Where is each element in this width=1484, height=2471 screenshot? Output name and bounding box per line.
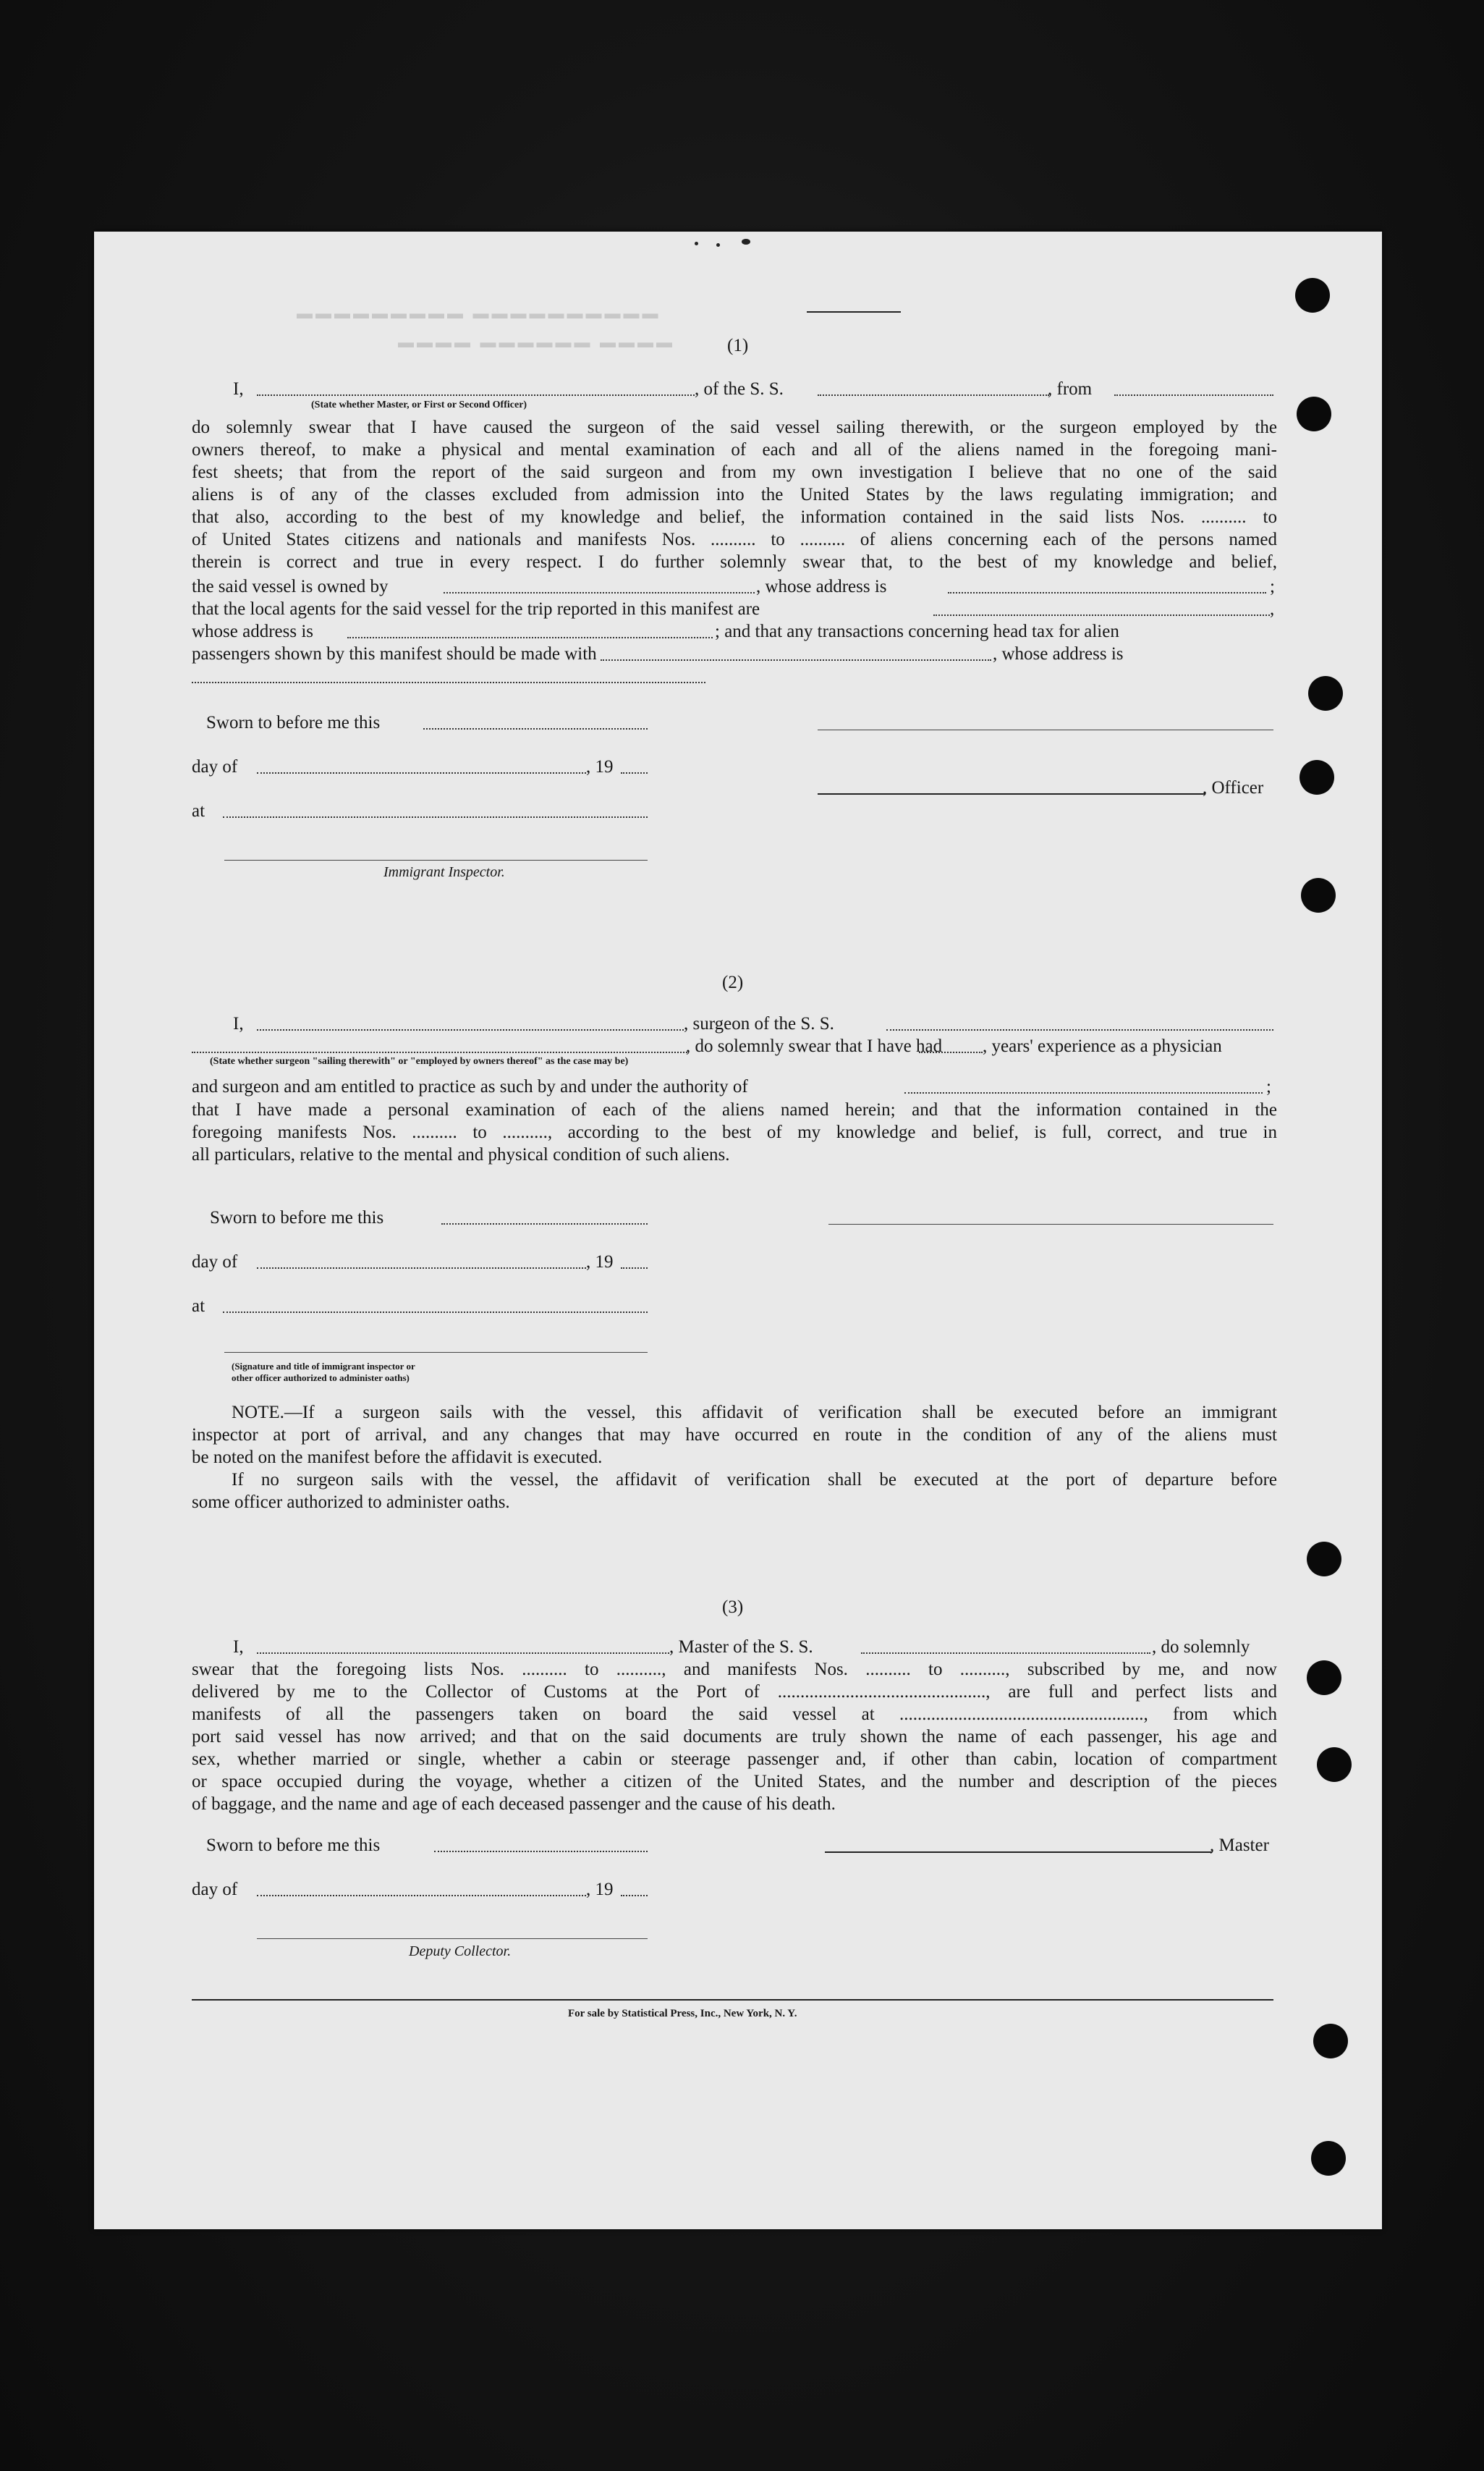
- section-1-sworn-field[interactable]: [423, 728, 648, 730]
- printer-credit: For sale by Statistical Press, Inc., New York, N. Y.: [568, 2008, 797, 2019]
- surgeon-name-field[interactable]: [257, 1029, 684, 1031]
- punch-hole: [1299, 760, 1334, 795]
- oath-line: sex, whether married or single, whether a cabin or steerage passenger and, if other than cabin, location of compartment: [192, 1749, 1277, 1769]
- section-3-vessel-field[interactable]: [861, 1652, 1150, 1654]
- punch-hole: [1313, 2024, 1348, 2058]
- semicolon: ;: [1266, 1077, 1271, 1097]
- officer-signature-line[interactable]: [818, 793, 1205, 795]
- punch-hole: [1301, 878, 1336, 913]
- master-signature-line[interactable]: [825, 1851, 1212, 1853]
- oath-line: port said vessel has now arrived; and that on the said documents are truly shown the name of each passenger, his age and: [192, 1727, 1277, 1746]
- oath-line: of baggage, and the name and age of each deceased passenger and the cause of his death.: [192, 1794, 836, 1814]
- section-2-sworn-field[interactable]: [441, 1223, 648, 1225]
- comma: ,: [1270, 599, 1275, 619]
- owner-address-field[interactable]: [948, 592, 1266, 594]
- oath-line: do solemnly swear that I have caused the surgeon of the said vessel sailing therewith, or the surgeon employed by the: [192, 418, 1277, 437]
- section-2-day-label: day of: [192, 1252, 238, 1272]
- signature-hint-line-2: other officer authorized to administer oaths): [232, 1372, 410, 1383]
- oath-line: swear that the foregoing lists Nos. .......... to .........., and manifests Nos. .......... to .........., subscribed by me, and now: [192, 1660, 1277, 1679]
- signature-hint-line-1: (Signature and title of immigrant inspector or: [232, 1361, 415, 1372]
- local-agents-label: that the local agents for the said vessel for the trip reported in this manifest are: [192, 599, 760, 619]
- ink-speck: [695, 242, 698, 245]
- punch-hole: [1317, 1747, 1352, 1782]
- section-1-officer-hint: (State whether Master, or First or Second Officer): [311, 400, 527, 410]
- passengers-shown-label: passengers shown by this manifest should be made with: [192, 644, 597, 664]
- oath-line: of United States citizens and nationals and manifests Nos. .......... to .......... of aliens concerning each of the persons named: [192, 530, 1277, 549]
- section-3-i: I,: [233, 1637, 244, 1657]
- section-3-year-field[interactable]: [621, 1895, 648, 1896]
- section-1-year-field[interactable]: [621, 772, 648, 774]
- section-1-sworn-label: Sworn to before me this: [206, 713, 381, 732]
- note-line: If no surgeon sails with the vessel, the affidavit of verification shall be executed at the port of departure before: [232, 1470, 1277, 1490]
- punch-hole: [1308, 676, 1343, 711]
- punch-hole: [1307, 1542, 1341, 1576]
- oath-line: foregoing manifests Nos. .......... to .........., according to the best of my knowledge and belief, is full, correct, and true in: [192, 1123, 1277, 1142]
- oath-line: that also, according to the best of my knowledge and belief, the information contained in the said lists Nos. .......... to: [192, 507, 1277, 527]
- section-2-i: I,: [233, 1014, 244, 1034]
- footer-rule: [192, 1999, 1273, 2001]
- deputy-signature-line[interactable]: [257, 1938, 648, 1939]
- local-agents-field[interactable]: [933, 614, 1270, 616]
- section-1-day-label: day of: [192, 757, 238, 777]
- ink-speck: [742, 239, 750, 245]
- punch-hole: [1295, 278, 1330, 313]
- section-2-note: [192, 1401, 1277, 1513]
- contact-address-field[interactable]: [192, 682, 705, 683]
- note-line: inspector at port of arrival, and any changes that may have occurred en route in the condition of any of the aliens must: [192, 1425, 1277, 1445]
- inspector-signature-line[interactable]: [224, 860, 648, 861]
- section-3-day-label: day of: [192, 1880, 238, 1899]
- section-1-oath-text: [192, 416, 1277, 573]
- years-label: , years' experience as a physician: [983, 1036, 1222, 1056]
- vessel-name-field[interactable]: [818, 394, 1049, 396]
- oath-line: delivered by me to the Collector of Customs at the Port of .............................................., are full and perfect lists and: [192, 1682, 1277, 1702]
- head-tax-text: ; and that any transactions concerning head tax for alien: [715, 622, 1119, 641]
- section-2-at-field[interactable]: [223, 1311, 648, 1313]
- punch-hole: [1307, 1660, 1341, 1695]
- section-3-sworn-field[interactable]: [434, 1851, 648, 1852]
- section-1-at-label: at: [192, 801, 205, 821]
- deputy-collector-label: Deputy Collector.: [409, 1943, 512, 1959]
- section-1-ss-label: , of the S. S.: [695, 379, 784, 399]
- section-2-sworn-label: Sworn to before me this: [210, 1208, 384, 1228]
- punch-hole: [1297, 397, 1331, 431]
- head-tax-contact-field[interactable]: [601, 659, 991, 661]
- agents-address-field[interactable]: [347, 637, 713, 638]
- oath-line: therein is correct and true in every respect. I do further solemnly swear that, to the best of my knowledge and belief,: [192, 552, 1277, 572]
- section-3-number: (3): [722, 1597, 744, 1617]
- inspector-label: Immigrant Inspector.: [383, 864, 505, 880]
- section-1-i: I,: [233, 379, 244, 399]
- section-2-at-label: at: [192, 1296, 205, 1316]
- semicolon: ;: [1270, 577, 1275, 596]
- section-2-number: (2): [722, 973, 744, 992]
- oath-line: manifests of all the passengers taken on board the said vessel at ......................................................, from which: [192, 1705, 1277, 1724]
- officer-name-field[interactable]: [257, 394, 695, 396]
- note-line: be noted on the manifest before the affidavit is executed.: [192, 1448, 603, 1467]
- section-3-day-field[interactable]: [257, 1895, 586, 1896]
- oath-line: all particulars, relative to the mental and physical condition of such aliens.: [192, 1145, 730, 1165]
- section-3-sworn-label: Sworn to before me this: [206, 1836, 381, 1855]
- punch-hole: [1311, 2141, 1346, 2176]
- section-2-vessel-field[interactable]: [886, 1029, 1273, 1031]
- ink-speck: [716, 243, 720, 247]
- section-3-year-label: , 19: [586, 1880, 614, 1899]
- section-1-at-field[interactable]: [223, 816, 648, 818]
- oath-line: owners thereof, to make a physical and mental examination of each and all of the aliens named in the foregoing mani-: [192, 440, 1277, 460]
- section-3-oath-text: [192, 1658, 1277, 1815]
- section-1-number: (1): [727, 336, 749, 355]
- master-of-label: , Master of the S. S.: [669, 1637, 813, 1657]
- section-2-year-field[interactable]: [621, 1267, 648, 1269]
- owner-field[interactable]: [444, 592, 755, 594]
- years-experience-field[interactable]: [919, 1052, 983, 1053]
- authority-field[interactable]: [904, 1092, 1263, 1094]
- surgeon-status-field[interactable]: [192, 1052, 687, 1053]
- authority-label: and surgeon and am entitled to practice as such by and under the authority of: [192, 1077, 748, 1097]
- header-rule: [807, 311, 901, 313]
- owner-address-label: , whose address is: [756, 577, 887, 596]
- officer-label: , Officer: [1203, 778, 1264, 798]
- owned-by-label: the said vessel is owned by: [192, 577, 389, 596]
- oath-line: or space occupied during the voyage, whether a citizen of the United States, and the number and description of the pieces: [192, 1772, 1277, 1791]
- master-name-field[interactable]: [257, 1652, 669, 1654]
- section-1-day-field[interactable]: [257, 772, 586, 774]
- bleed-through-text: ▬▬▬▬▬▬▬▬▬ ▬▬▬▬▬▬▬▬▬▬: [297, 304, 661, 322]
- bleed-through-text: ▬▬▬▬ ▬▬▬▬▬▬ ▬▬▬▬: [398, 333, 675, 351]
- oath-line: that I have made a personal examination of each of the aliens named herein; and that the information contained in the: [192, 1100, 1277, 1120]
- oath-line: aliens is of any of the classes excluded from admission into the United States by the laws regulating immigration; and: [192, 485, 1277, 504]
- note-line: NOTE.—If a surgeon sails with the vessel, this affidavit of verification shall be executed before an immigrant: [232, 1403, 1277, 1422]
- agents-address-label: whose address is: [192, 622, 314, 641]
- surgeon-signature-line[interactable]: [828, 1224, 1273, 1225]
- surgeon-of-label: , surgeon of the S. S.: [684, 1014, 834, 1034]
- master-label: , Master: [1210, 1836, 1269, 1855]
- do-solemnly-label: , do solemnly: [1152, 1637, 1250, 1657]
- note-line: some officer authorized to administer oaths.: [192, 1492, 510, 1512]
- solemnly-swear-label: , do solemnly swear that I have had: [686, 1036, 943, 1056]
- from-port-field[interactable]: [1114, 394, 1273, 396]
- section-2-year-label: , 19: [586, 1252, 614, 1272]
- section-1-from-label: , from: [1048, 379, 1093, 399]
- surgeon-hint: (State whether surgeon "sailing therewith" or "employed by owners thereof" as the case may be): [210, 1056, 629, 1067]
- section-2-inspector-line[interactable]: [224, 1352, 648, 1353]
- oath-line: fest sheets; that from the report of the said surgeon and from my own investigation I believe that no one of the said: [192, 462, 1277, 482]
- section-1-year-label: , 19: [586, 757, 614, 777]
- manifest-affidavit-page: [94, 232, 1382, 2229]
- contact-address-label: , whose address is: [993, 644, 1124, 664]
- section-2-oath-text: [192, 1099, 1277, 1166]
- section-2-day-field[interactable]: [257, 1267, 586, 1269]
